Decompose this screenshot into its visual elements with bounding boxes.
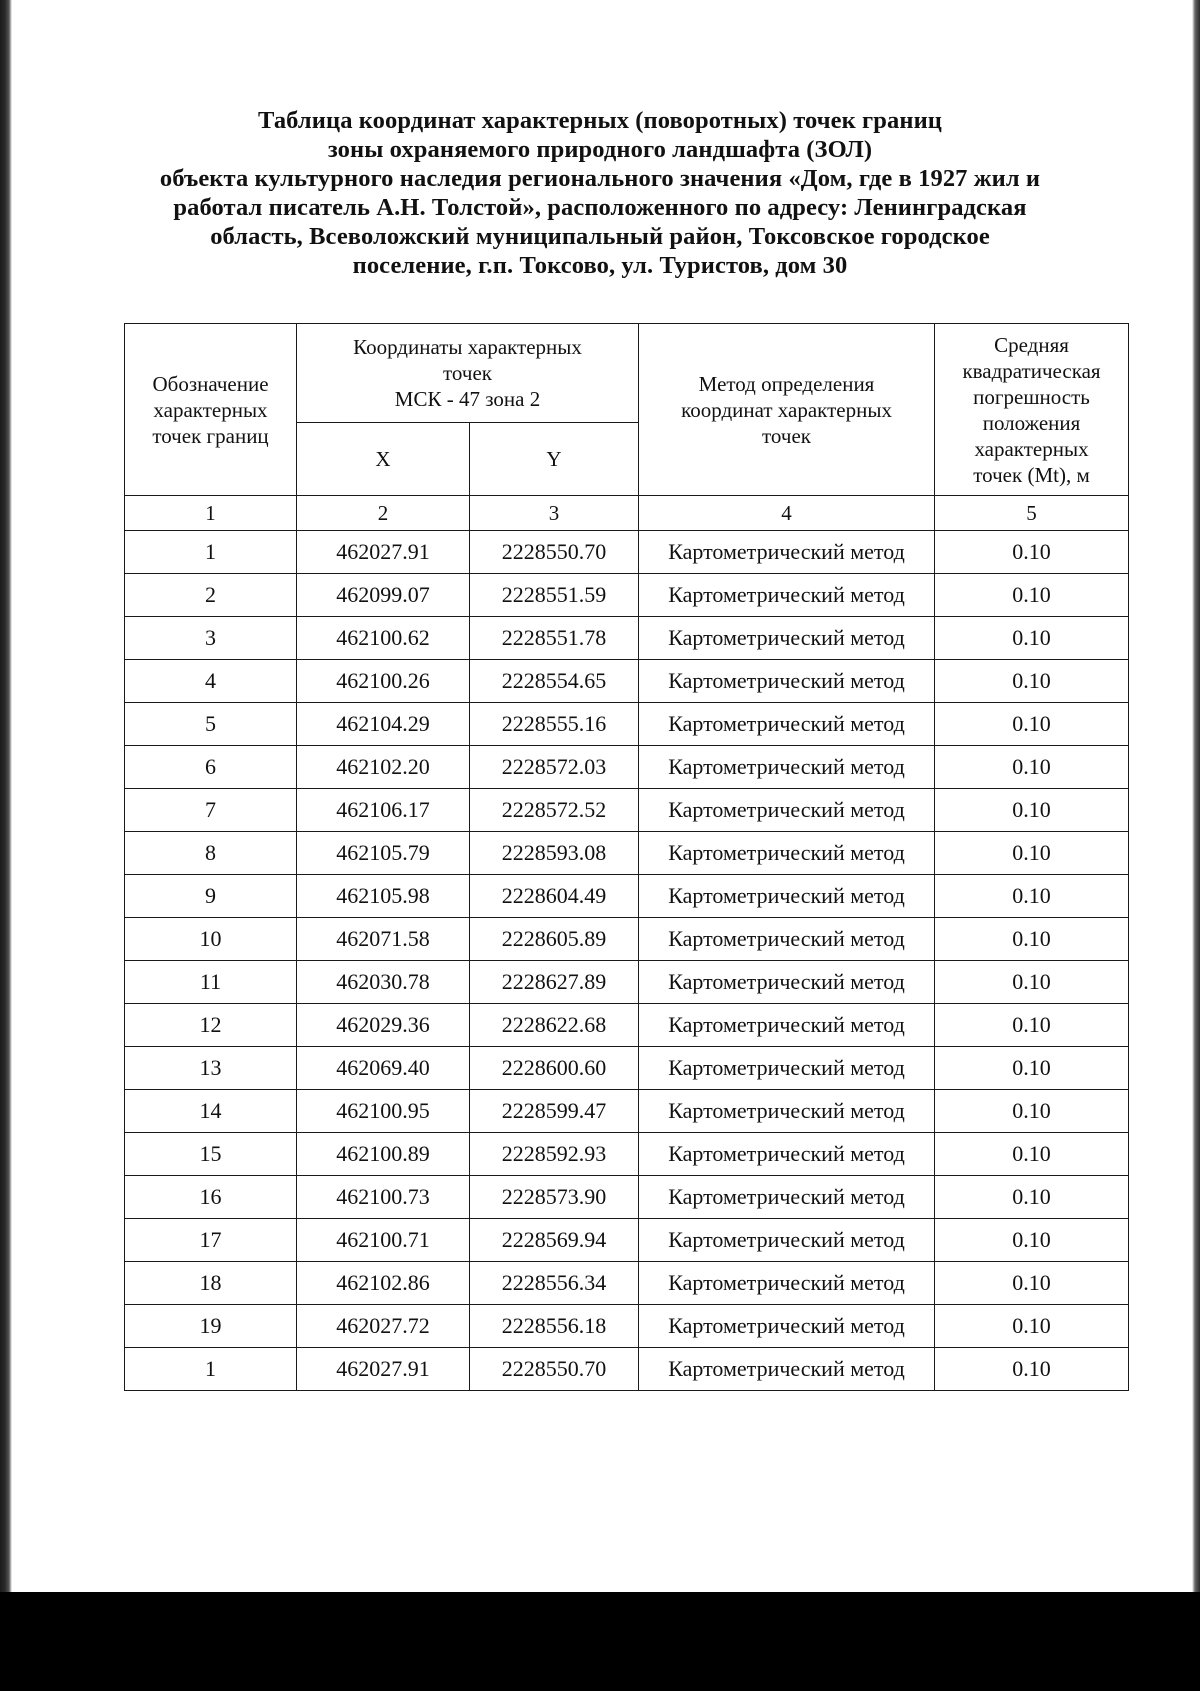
point-number-cell: 14: [125, 1090, 297, 1133]
method-cell: Картометрический метод: [639, 1133, 935, 1176]
mean-error-cell: 0.10: [935, 1133, 1129, 1176]
mean-error-cell: 0.10: [935, 1176, 1129, 1219]
table-row: [125, 1305, 1129, 1348]
table-row: [125, 1176, 1129, 1219]
y-coordinate-cell: 2228593.08: [470, 832, 639, 875]
x-coordinate-cell: 462027.91: [297, 531, 470, 574]
table-row: [125, 832, 1129, 875]
x-coordinate-cell: 462071.58: [297, 918, 470, 961]
method-cell: Картометрический метод: [639, 1262, 935, 1305]
point-number-cell: 1: [125, 1348, 297, 1391]
y-coordinate-cell: 2228599.47: [470, 1090, 639, 1133]
scan-left-edge: [0, 0, 12, 1691]
method-cell: Картометрический метод: [639, 1004, 935, 1047]
header-designation: [125, 324, 297, 496]
table-row: [125, 1262, 1129, 1305]
method-cell: Картометрический метод: [639, 1305, 935, 1348]
x-coordinate-cell: 462027.72: [297, 1305, 470, 1348]
point-number-cell: 3: [125, 617, 297, 660]
mean-error-cell: 0.10: [935, 660, 1129, 703]
table-row: [125, 1348, 1129, 1391]
column-number: 1: [125, 496, 297, 531]
column-number: 3: [470, 496, 639, 531]
x-coordinate-cell: 462100.71: [297, 1219, 470, 1262]
header-text: погрешность: [973, 384, 1090, 409]
x-coordinate-cell: 462106.17: [297, 789, 470, 832]
x-coordinate-cell: 462100.73: [297, 1176, 470, 1219]
title-line: поселение, г.п. Токсово, ул. Туристов, дом 30: [352, 252, 848, 279]
point-number-cell: 4: [125, 660, 297, 703]
x-coordinate-cell: 462105.79: [297, 832, 470, 875]
y-coordinate-cell: 2228622.68: [470, 1004, 639, 1047]
y-coordinate-cell: 2228550.70: [470, 531, 639, 574]
method-cell: Картометрический метод: [639, 1047, 935, 1090]
point-number-cell: 10: [125, 918, 297, 961]
method-cell: Картометрический метод: [639, 574, 935, 617]
point-number-cell: 9: [125, 875, 297, 918]
method-cell: Картометрический метод: [639, 961, 935, 1004]
column-number-row: [125, 496, 1129, 531]
x-coordinate-cell: 462069.40: [297, 1047, 470, 1090]
header-y: Y: [470, 423, 639, 496]
header-text: Метод определения: [698, 371, 875, 396]
table-row: [125, 875, 1129, 918]
header-x: X: [297, 423, 470, 496]
header-text: квадратическая: [962, 358, 1101, 383]
table-row: [125, 574, 1129, 617]
mean-error-cell: 0.10: [935, 574, 1129, 617]
y-coordinate-cell: 2228592.93: [470, 1133, 639, 1176]
x-coordinate-cell: 462100.26: [297, 660, 470, 703]
header-text: Средняя: [994, 332, 1069, 357]
x-coordinate-cell: 462099.07: [297, 574, 470, 617]
x-coordinate-cell: 462102.86: [297, 1262, 470, 1305]
title-line: Таблица координат характерных (поворотных) точек границ: [258, 107, 942, 134]
table-row: [125, 531, 1129, 574]
column-number: 4: [639, 496, 935, 531]
table-row: [125, 789, 1129, 832]
mean-error-cell: 0.10: [935, 1348, 1129, 1391]
header-coordinates: [297, 324, 639, 423]
header-text: точек (Mt), м: [973, 462, 1090, 487]
x-coordinate-cell: 462102.20: [297, 746, 470, 789]
y-coordinate-cell: 2228550.70: [470, 1348, 639, 1391]
x-coordinate-cell: 462100.95: [297, 1090, 470, 1133]
x-coordinate-cell: 462104.29: [297, 703, 470, 746]
header-text: координат характерных: [681, 397, 892, 422]
mean-error-cell: 0.10: [935, 961, 1129, 1004]
method-cell: Картометрический метод: [639, 832, 935, 875]
column-number: 2: [297, 496, 470, 531]
x-coordinate-cell: 462105.98: [297, 875, 470, 918]
point-number-cell: 1: [125, 531, 297, 574]
mean-error-cell: 0.10: [935, 703, 1129, 746]
point-number-cell: 5: [125, 703, 297, 746]
x-coordinate-cell: 462027.91: [297, 1348, 470, 1391]
point-number-cell: 17: [125, 1219, 297, 1262]
point-number-cell: 11: [125, 961, 297, 1004]
point-number-cell: 7: [125, 789, 297, 832]
mean-error-cell: 0.10: [935, 789, 1129, 832]
y-coordinate-cell: 2228555.16: [470, 703, 639, 746]
mean-error-cell: 0.10: [935, 1305, 1129, 1348]
method-cell: Картометрический метод: [639, 531, 935, 574]
header-mean-error: [935, 324, 1129, 496]
point-number-cell: 19: [125, 1305, 297, 1348]
header-method: [639, 324, 935, 496]
point-number-cell: 2: [125, 574, 297, 617]
method-cell: Картометрический метод: [639, 703, 935, 746]
column-number: 5: [935, 496, 1129, 531]
table-row: [125, 961, 1129, 1004]
mean-error-cell: 0.10: [935, 617, 1129, 660]
table-row: [125, 660, 1129, 703]
table-row: [125, 918, 1129, 961]
method-cell: Картометрический метод: [639, 1219, 935, 1262]
method-cell: Картометрический метод: [639, 789, 935, 832]
table-header-row: [125, 324, 1129, 423]
title-line: зоны охраняемого природного ландшафта (ЗОЛ): [327, 136, 873, 163]
table-row: [125, 1219, 1129, 1262]
scan-bottom-band: [0, 1592, 1200, 1691]
y-coordinate-cell: 2228551.78: [470, 617, 639, 660]
table-row: [125, 617, 1129, 660]
method-cell: Картометрический метод: [639, 875, 935, 918]
point-number-cell: 6: [125, 746, 297, 789]
point-number-cell: 18: [125, 1262, 297, 1305]
document-title: [100, 106, 1100, 280]
point-number-cell: 13: [125, 1047, 297, 1090]
y-coordinate-cell: 2228569.94: [470, 1219, 639, 1262]
coordinates-table: [124, 323, 1129, 1391]
title-line: область, Всеволожский муниципальный район, Токсовское городское: [210, 223, 990, 250]
method-cell: Картометрический метод: [639, 660, 935, 703]
table-row: [125, 746, 1129, 789]
y-coordinate-cell: 2228572.52: [470, 789, 639, 832]
mean-error-cell: 0.10: [935, 875, 1129, 918]
method-cell: Картометрический метод: [639, 918, 935, 961]
x-coordinate-cell: 462100.62: [297, 617, 470, 660]
header-text: Обозначение: [152, 371, 269, 396]
y-coordinate-cell: 2228554.65: [470, 660, 639, 703]
y-coordinate-cell: 2228572.03: [470, 746, 639, 789]
method-cell: Картометрический метод: [639, 746, 935, 789]
y-coordinate-cell: 2228605.89: [470, 918, 639, 961]
point-number-cell: 8: [125, 832, 297, 875]
point-number-cell: 12: [125, 1004, 297, 1047]
y-coordinate-cell: 2228604.49: [470, 875, 639, 918]
y-coordinate-cell: 2228573.90: [470, 1176, 639, 1219]
mean-error-cell: 0.10: [935, 531, 1129, 574]
y-coordinate-cell: 2228627.89: [470, 961, 639, 1004]
table-row: [125, 1133, 1129, 1176]
x-coordinate-cell: 462029.36: [297, 1004, 470, 1047]
table-row: [125, 703, 1129, 746]
header-text: положения: [982, 410, 1081, 435]
point-number-cell: 15: [125, 1133, 297, 1176]
header-text: точек: [443, 361, 492, 385]
header-text: характерных: [974, 436, 1089, 461]
title-line: объекта культурного наследия регионального значения «Дом, где в 1927 жил и: [159, 165, 1041, 192]
method-cell: Картометрический метод: [639, 1176, 935, 1219]
y-coordinate-cell: 2228551.59: [470, 574, 639, 617]
header-text: точек границ: [152, 423, 269, 448]
mean-error-cell: 0.10: [935, 1219, 1129, 1262]
method-cell: Картометрический метод: [639, 1348, 935, 1391]
mean-error-cell: 0.10: [935, 1004, 1129, 1047]
x-coordinate-cell: 462100.89: [297, 1133, 470, 1176]
method-cell: Картометрический метод: [639, 617, 935, 660]
y-coordinate-cell: 2228556.34: [470, 1262, 639, 1305]
header-text: МСК - 47 зона 2: [394, 387, 541, 411]
method-cell: Картометрический метод: [639, 1090, 935, 1133]
mean-error-cell: 0.10: [935, 746, 1129, 789]
point-number-cell: 16: [125, 1176, 297, 1219]
mean-error-cell: 0.10: [935, 1047, 1129, 1090]
mean-error-cell: 0.10: [935, 1262, 1129, 1305]
mean-error-cell: 0.10: [935, 1090, 1129, 1133]
table-row: [125, 1047, 1129, 1090]
table-row: [125, 1090, 1129, 1133]
mean-error-cell: 0.10: [935, 832, 1129, 875]
y-coordinate-cell: 2228556.18: [470, 1305, 639, 1348]
title-line: работал писатель А.Н. Толстой», расположенного по адресу: Ленинградская: [173, 194, 1027, 221]
mean-error-cell: 0.10: [935, 918, 1129, 961]
y-coordinate-cell: 2228600.60: [470, 1047, 639, 1090]
header-text: характерных: [153, 397, 268, 422]
header-text: точек: [762, 423, 811, 448]
table-row: [125, 1004, 1129, 1047]
scan-right-edge: [1192, 0, 1200, 1691]
x-coordinate-cell: 462030.78: [297, 961, 470, 1004]
header-text: Координаты характерных: [353, 335, 582, 359]
